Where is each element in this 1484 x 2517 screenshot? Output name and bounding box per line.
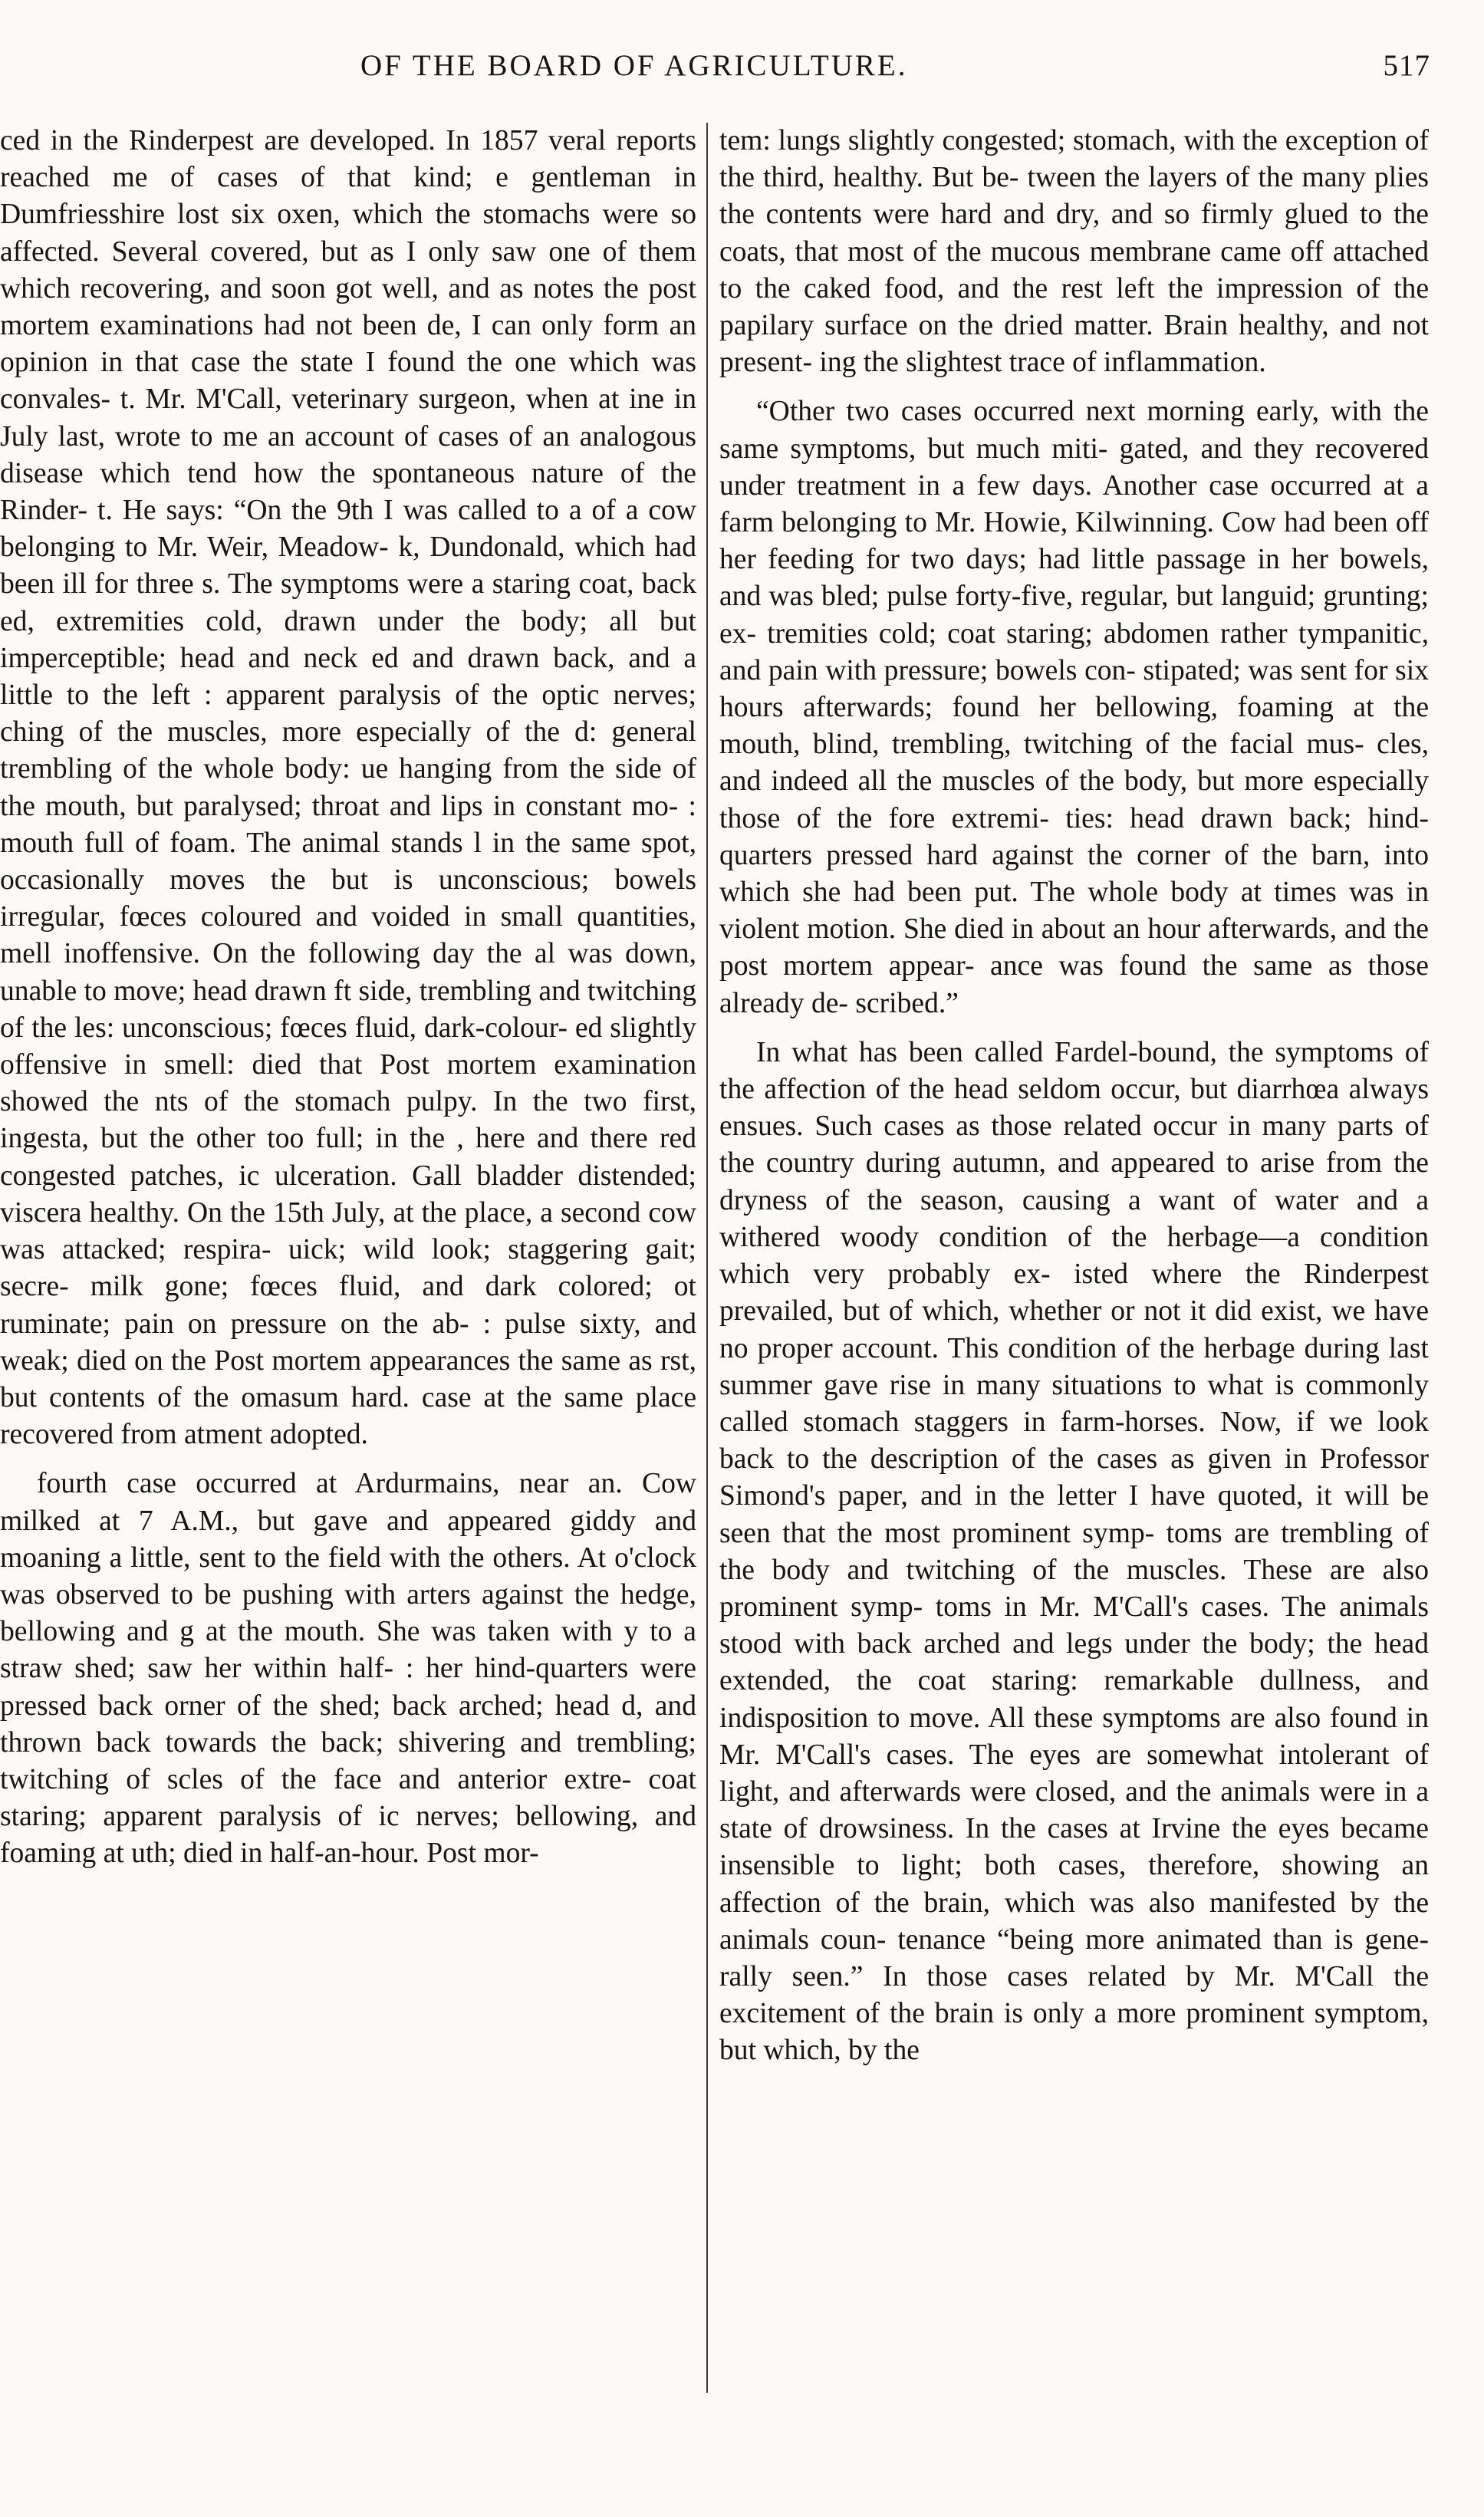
- left-paragraph-2: fourth case occurred at Ardurmains, near an. Cow milked at 7 A.M., but gave and appeared giddy and moaning a little, sent to the field with the others. At o'clock was observed to be pushing with arters against the hedge, bellowing and g at the mouth. She was taken with y to a straw shed; saw her within half- : her hind-quarters were pressed back orner of the shed; back arched; head d, and thrown back towards the back; shivering and trembling; twitching of scles of the face and anterior extre- coat staring; apparent paralysis of ic nerves; bellowing, and foaming at uth; died in half-an-hour. Post mor-: [0, 1468, 696, 1870]
- right-column: [719, 123, 1429, 2439]
- running-title: OF THE BOARD OF AGRICULTURE.: [360, 49, 908, 82]
- column-rule: [706, 123, 708, 2393]
- left-paragraph-1: ced in the Rinderpest are developed. In 1857 veral reports reached me of cases of that kind; e gentleman in Dumfriesshire lost six oxen, which the stomachs were so affected. Several covered, but as I only saw one of them which recovering, and soon got well, and as notes the post mortem examinations had not been de, I can only form an opinion in that case the state I found the one which was convales- t. Mr. M'Call, veterinary surgeon, when at ine in July last, wrote to me an account of cases of an analogous disease which tend how the spontaneous nature of the Rinder- t. He says: “On the 9th I was called to a of a cow belonging to Mr. Weir, Meadow- k, Dundonald, which had been ill for three s. The symptoms were a staring coat, back ed, extremities cold, drawn under the body; all but imperceptible; head and neck ed and drawn back, and a little to the left : apparent paralysis of the optic nerves; ching of the muscles, more especially of the d: general trembling of the whole body: ue hanging from the side of the mouth, but paralysed; throat and lips in constant mo- : mouth full of foam. The animal stands l in the same spot, occasionally moves the but is unconscious; bowels irregular, fœces coloured and voided in small quantities, mell inoffensive. On the following day the al was down, unable to move; head drawn ft side, trembling and twitching of the les: unconscious; fœces fluid, dark-colour- ed slightly offensive in smell: died that Post mortem examination showed the nts of the stomach pulpy. In the two first, ingesta, but the other too full; in the , here and there red congested patches, ic ulceration. Gall bladder distended; viscera healthy. On the 15th July, at the place, a second cow was attacked; respira- uick; wild look; staggering gait; secre- milk gone; fœces fluid, and dark colored; ot ruminate; pain on pressure on the ab- : pulse sixty, and weak; died on the Post mortem appearances the same as rst, but contents of the omasum hard. case at the same place recovered from atment adopted.: [0, 125, 696, 1451]
- right-paragraph-1: tem: lungs slightly congested; stomach, with the exception of the third, healthy. But be- tween the layers of the many plies the contents were hard and dry, and so firmly glued to the coats, that most of the mucous membrane came off attached to the caked food, and the rest left the impression of the papilary surface on the dried matter. Brain healthy, and not present- ing the slightest trace of inflammation.: [719, 125, 1429, 379]
- right-paragraph-2: “Other two cases occurred next morning early, with the same symptoms, but much miti- gated, and they recovered under treatment in a few days. Another case occurred at a farm belonging to Mr. Howie, Kilwinning. Cow had been off her feeding for two days; had little passage in her bowels, and was bled; pulse forty-five, regular, but languid; grunting; ex- tremities cold; coat staring; abdomen rather tympanitic, and pain with pressure; bowels con- stipated; was sent for six hours afterwards; found her bellowing, foaming at the mouth, blind, trembling, twitching of the facial mus- cles, and indeed all the muscles of the body, but more especially those of the fore extremi- ties: head drawn back; hind-quarters pressed hard against the corner of the barn, into which she had been put. The whole body at times was in violent motion. She died in about an hour afterwards, and the post mortem appear- ance was found the same as those already de- scribed.”: [719, 396, 1429, 1019]
- right-paragraph-3: In what has been called Fardel-bound, the symptoms of the affection of the head seldom occur, but diarrhœa always ensues. Such cases as those related occur in many parts of the country during autumn, and appeared to arise from the dryness of the season, causing a want of water and a withered woody condition of the herbage—a condition which very probably ex- isted where the Rinderpest prevailed, but of which, whether or not it did exist, we have no proper account. This condition of the herbage during last summer gave rise in many situations to what is commonly called stomach staggers in farm-horses. Now, if we look back to the description of the cases as given in Professor Simond's paper, and in the letter I have quoted, it will be seen that the most prominent symp- toms are trembling of the body and twitching of the muscles. These are also prominent symp- toms in Mr. M'Call's cases. The animals stood with back arched and legs under the body; the head extended, the coat staring: remarkable dullness, and indisposition to move. All these symptoms are also found in Mr. M'Call's cases. The eyes are somewhat intolerant of light, and afterwards were closed, and the animals were in a state of drowsiness. In the cases at Irvine the eyes became insensible to light; both cases, therefore, showing an affection of the brain, which was also manifested by the animals coun- tenance “being more animated than is gene- rally seen.” In those cases related by Mr. M'Call the excitement of the brain is only a more prominent symptom, but which, by the: [719, 1036, 1429, 2067]
- left-column: [0, 123, 696, 2439]
- page-number: 517: [1383, 49, 1430, 82]
- running-header: [360, 42, 1430, 88]
